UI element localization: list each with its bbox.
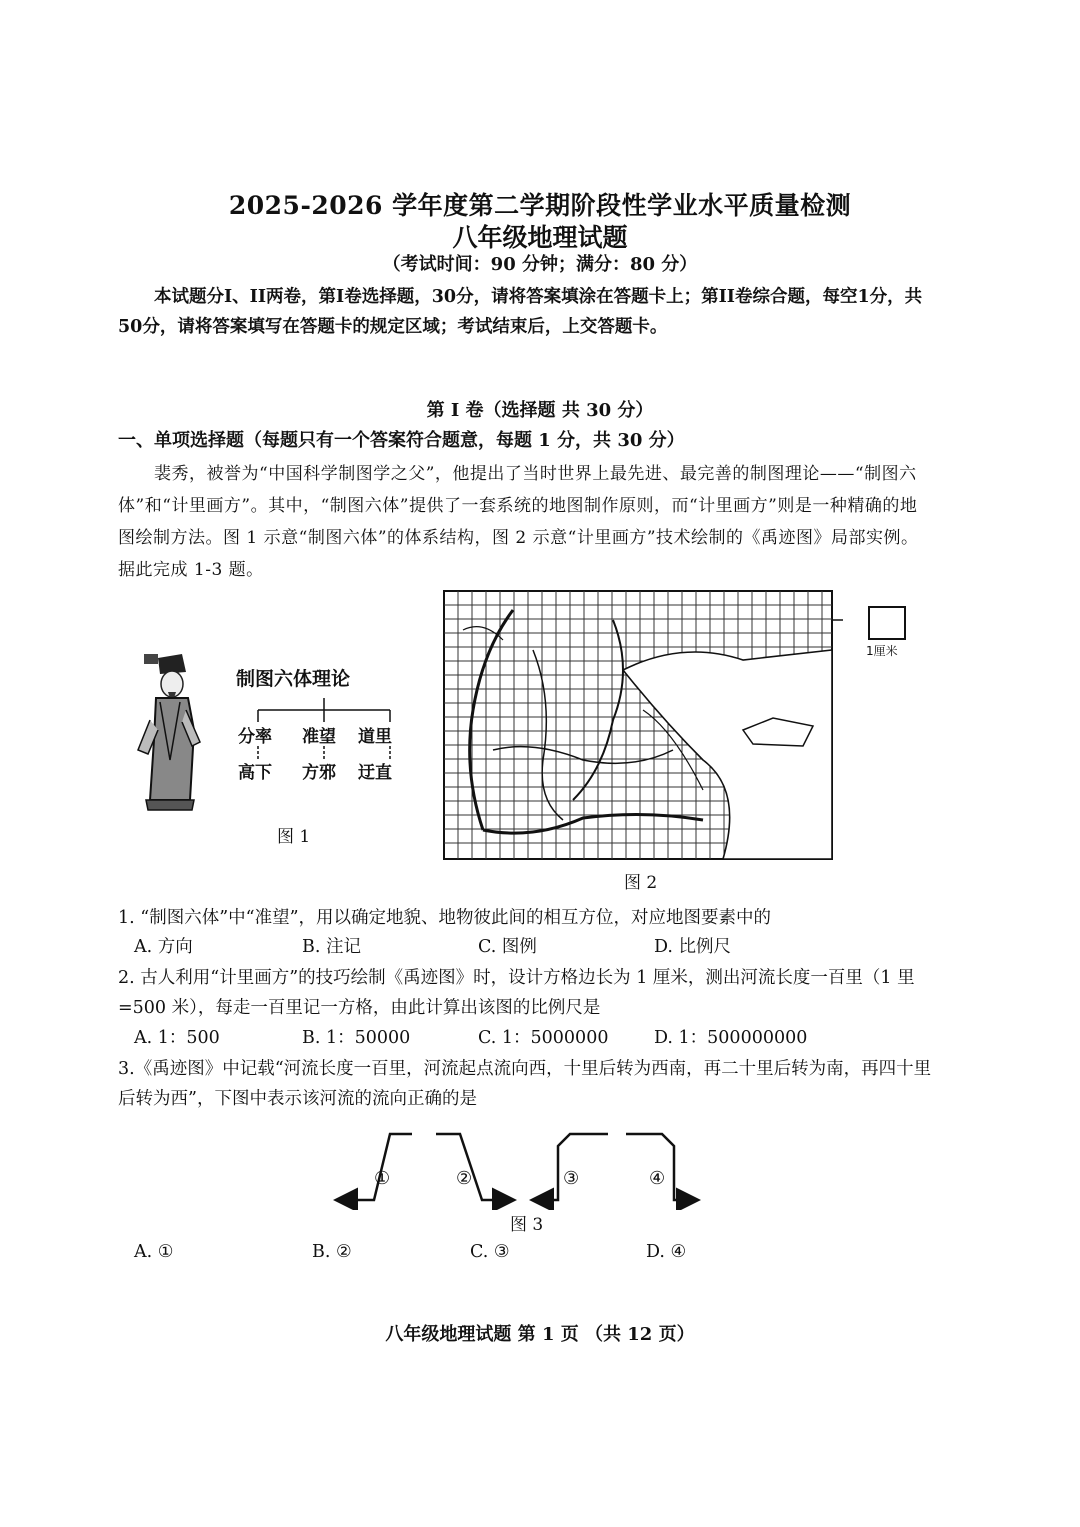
q2-option-b: B. 1：50000 bbox=[302, 1028, 411, 1048]
q2-option-a: A. 1：500 bbox=[134, 1028, 220, 1048]
marker-2: ② bbox=[456, 1168, 473, 1189]
theory-item-fenlv: 分率 bbox=[238, 727, 272, 747]
marker-1: ① bbox=[374, 1168, 391, 1189]
q3-option-a: A. ① bbox=[134, 1242, 174, 1262]
q3-option-d: D. ④ bbox=[646, 1242, 687, 1262]
exam-subtitle: 八年级地理试题 bbox=[452, 223, 628, 252]
q3-option-c: C. ③ bbox=[470, 1242, 510, 1262]
question-1: 1. “制图六体”中“准望”，用以确定地貌、地物彼此间的相互方位，对应地图要素中的 bbox=[118, 908, 772, 928]
figure-1 bbox=[130, 650, 410, 850]
theory-item-gaoxia: 高下 bbox=[238, 763, 272, 783]
q1-option-b: B. 注记 bbox=[302, 937, 361, 957]
exam-title: 2025-2026 学年度第二学期阶段性学业水平质量检测 bbox=[228, 191, 852, 220]
marker-3: ③ bbox=[563, 1168, 580, 1189]
q1-option-d: D. 比例尺 bbox=[654, 937, 732, 957]
theory-item-fangxie: 方邪 bbox=[302, 763, 336, 783]
question-2: 2. 古人利用“计里画方”的技巧绘制《禹迹图》时，设计方格边长为 1 厘米，测出河流长度一百里（1 里=500 米），每走一百里记一方格，由此计算出该图的比例尺是 bbox=[118, 968, 915, 1018]
part1-title: 第 I 卷（选择题 共 30 分） bbox=[426, 400, 654, 421]
exam-instructions: 本试题分I、II两卷，第I卷选择题，30分，请将答案填涂在答题卡上；第II卷综合题，每空1分，共50分，请将答案填写在答题卡的规定区域；考试结束后，上交答题卡。 bbox=[118, 287, 923, 337]
marker-4: ④ bbox=[649, 1168, 666, 1189]
yujitu-grid-map bbox=[443, 590, 843, 862]
scale-label: 1厘米 bbox=[866, 644, 898, 658]
section-title: 一、单项选择题（每题只有一个答案符合题意，每题 1 分，共 30 分） bbox=[118, 430, 685, 451]
page-footer: 八年级地理试题 第 1 页 （共 12 页） bbox=[385, 1324, 695, 1345]
theory-heading: 制图六体理论 bbox=[236, 668, 351, 690]
figure-1-caption: 图 1 bbox=[277, 827, 311, 847]
q2-option-c: C. 1：5000000 bbox=[478, 1028, 609, 1048]
q1-option-c: C. 图例 bbox=[478, 937, 537, 957]
figure-2-caption: 图 2 bbox=[624, 873, 658, 893]
q1-option-a: A. 方向 bbox=[134, 937, 193, 957]
q3-option-b: B. ② bbox=[312, 1242, 352, 1262]
scale-box bbox=[868, 606, 906, 640]
theory-item-yuzhi: 迂直 bbox=[358, 763, 392, 783]
exam-info: （考试时间：90 分钟；满分：80 分） bbox=[382, 254, 698, 275]
figure-3-caption: 图 3 bbox=[510, 1215, 544, 1235]
reading-passage: 裴秀，被誉为“中国科学制图学之父”，他提出了当时世界上最先进、最完善的制图理论——“制图六体”和“计里画方”。其中，“制图六体”提供了一套系统的地图制作原则，而“计里画方”则是一种精确的地图绘制方法。图 1 示意“制图六体”的体系结构，图 2 示意“计里画方”技术绘制的《禹迹图》局部实例。据此完成 1-3 题。 bbox=[118, 464, 919, 580]
q2-option-d: D. 1：500000000 bbox=[654, 1028, 808, 1048]
question-3: 3.《禹迹图》中记载“河流长度一百里，河流起点流向西，十里后转为西南，再二十里后转为南，再四十里后转为西”，下图中表示该河流的流向正确的是 bbox=[118, 1059, 932, 1109]
theory-item-zhunwang: 准望 bbox=[302, 727, 336, 747]
pei-xiu-portrait-icon bbox=[130, 650, 210, 820]
theory-item-daoli: 道里 bbox=[358, 727, 392, 747]
